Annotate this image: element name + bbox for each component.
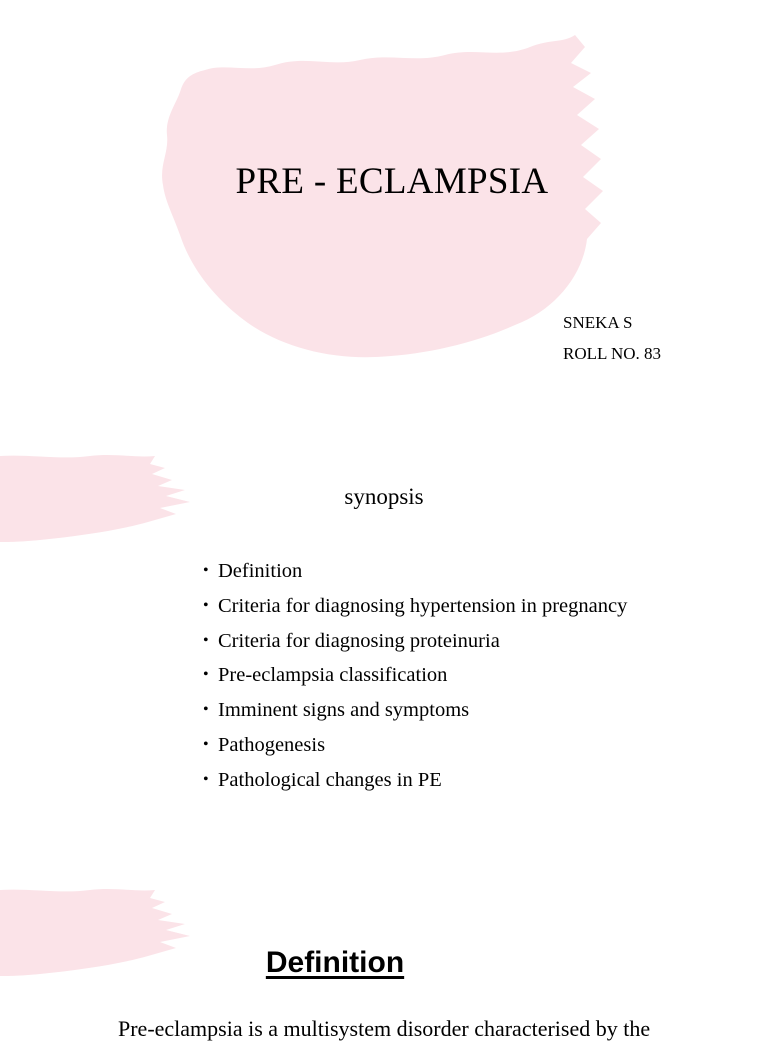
list-item-text: Criteria for diagnosing hypertension in pregnancy [218,594,628,617]
title-slide [0,0,768,420]
bullet-icon: • [203,735,209,753]
bullet-icon: • [203,631,209,649]
synopsis-heading: synopsis [344,484,424,509]
bullet-icon: • [203,770,209,788]
list-item [203,693,627,728]
list-item [203,624,627,659]
list-item [203,554,627,589]
bullet-icon: • [203,562,209,579]
list-item-text: Pathogenesis [218,733,326,756]
list-item [203,589,627,624]
definition-slide [0,860,768,1041]
presentation-title: PRE - ECLAMPSIA [235,161,549,202]
definition-text: Pre-eclampsia is a multisystem disorder characterised by the [118,1016,651,1041]
list-item-text: Criteria for diagnosing proteinuria [218,629,500,652]
list-item-text: Pre-eclampsia classification [218,664,448,687]
list-item [203,658,627,693]
list-item [203,728,627,763]
bullet-icon: • [203,596,209,614]
bullet-icon: • [203,701,209,719]
roll-number: ROLL NO. 83 [563,344,662,363]
list-item [203,763,627,798]
author-name: SNEKA S [563,313,633,332]
definition-heading: Definition [265,946,405,979]
bullet-icon: • [203,666,209,684]
list-item-text: Imminent signs and symptoms [218,699,470,722]
synopsis-list [203,554,627,798]
author-block [563,307,661,369]
list-item-text: Definition [218,560,303,582]
synopsis-slide [0,420,768,860]
list-item-text: Pathological changes in PE [218,768,442,791]
